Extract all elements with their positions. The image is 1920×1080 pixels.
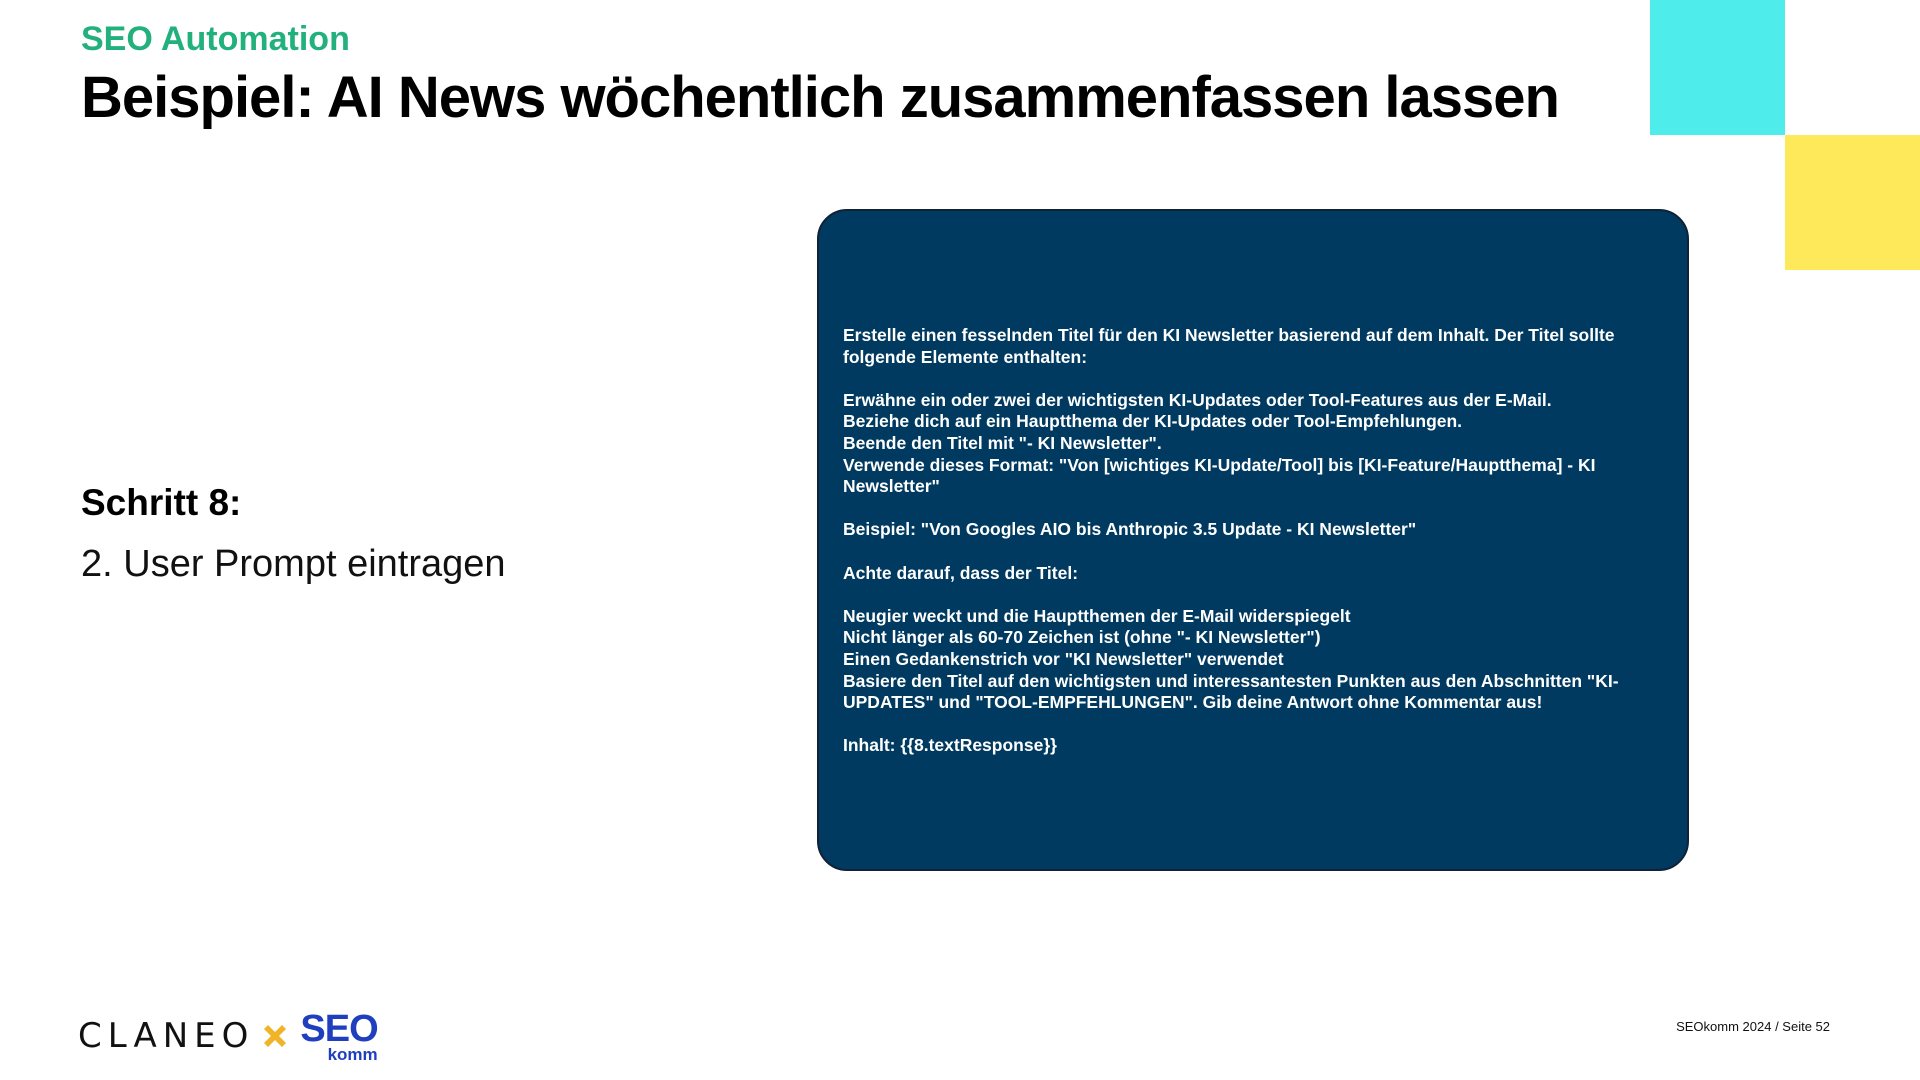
step-label: Schritt 8: [81,482,242,523]
seokomm-komm-text: komm [327,1044,378,1064]
prompt-text: Erstelle einen fesselnden Titel für den KI Newsletter basierend auf dem Inhalt. Der Titel sollte folgende Elemente enthalten: Erwähne ein oder zwei der wichtigsten KI-Updates oder Tool-Features aus der E-Mail. Beziehe dich auf ein Hauptthema der KI-Updates oder Tool-Empfehlungen. Beende den Titel mit "- KI Newsletter". Verwende dieses Format: "Von [wichtiges KI-Update/Tool] bis [KI-Feature/Hauptthema] - KI Newsletter" Beispiel: "Von Googles AIO bis Anthropic 3.5 Update - KI Newsletter" Achte darauf, dass der Titel: Neugier weckt und die Hauptthemen der E-Mail widerspiegelt Nicht länger als 60-70 Zeichen ist (ohne "- KI Newsletter") Einen Gedankenstrich vor "KI Newsletter" verwendet Basiere den Titel auf den wichtigsten und interessantesten Punkten aus den Abschnitten "KI-UPDATES" und "TOOL-EMPFEHLUNGEN". Gib deine Antwort ohne Kommentar aus! Inhalt: {{8.textResponse}} [843,325,1619,756]
claneo-wordmark: CLANEO [78,1016,255,1056]
decorative-yellow-square [1785,135,1920,270]
logo-claneo-seokomm [78,1008,378,1064]
section-eyebrow: SEO Automation [81,20,350,58]
prompt-box [817,209,1689,871]
seokomm-logo [300,1007,378,1064]
step-description: 2. User Prompt eintragen [81,543,506,585]
footer-page-info: SEOkomm 2024 / Seite 52 [1676,1019,1830,1034]
decorative-cyan-square [1650,0,1785,135]
x-cross-icon [260,1021,290,1051]
seokomm-seo-text: SEO [300,1007,378,1050]
page-title: Beispiel: AI News wöchentlich zusammenfassen lassen [81,65,1559,130]
